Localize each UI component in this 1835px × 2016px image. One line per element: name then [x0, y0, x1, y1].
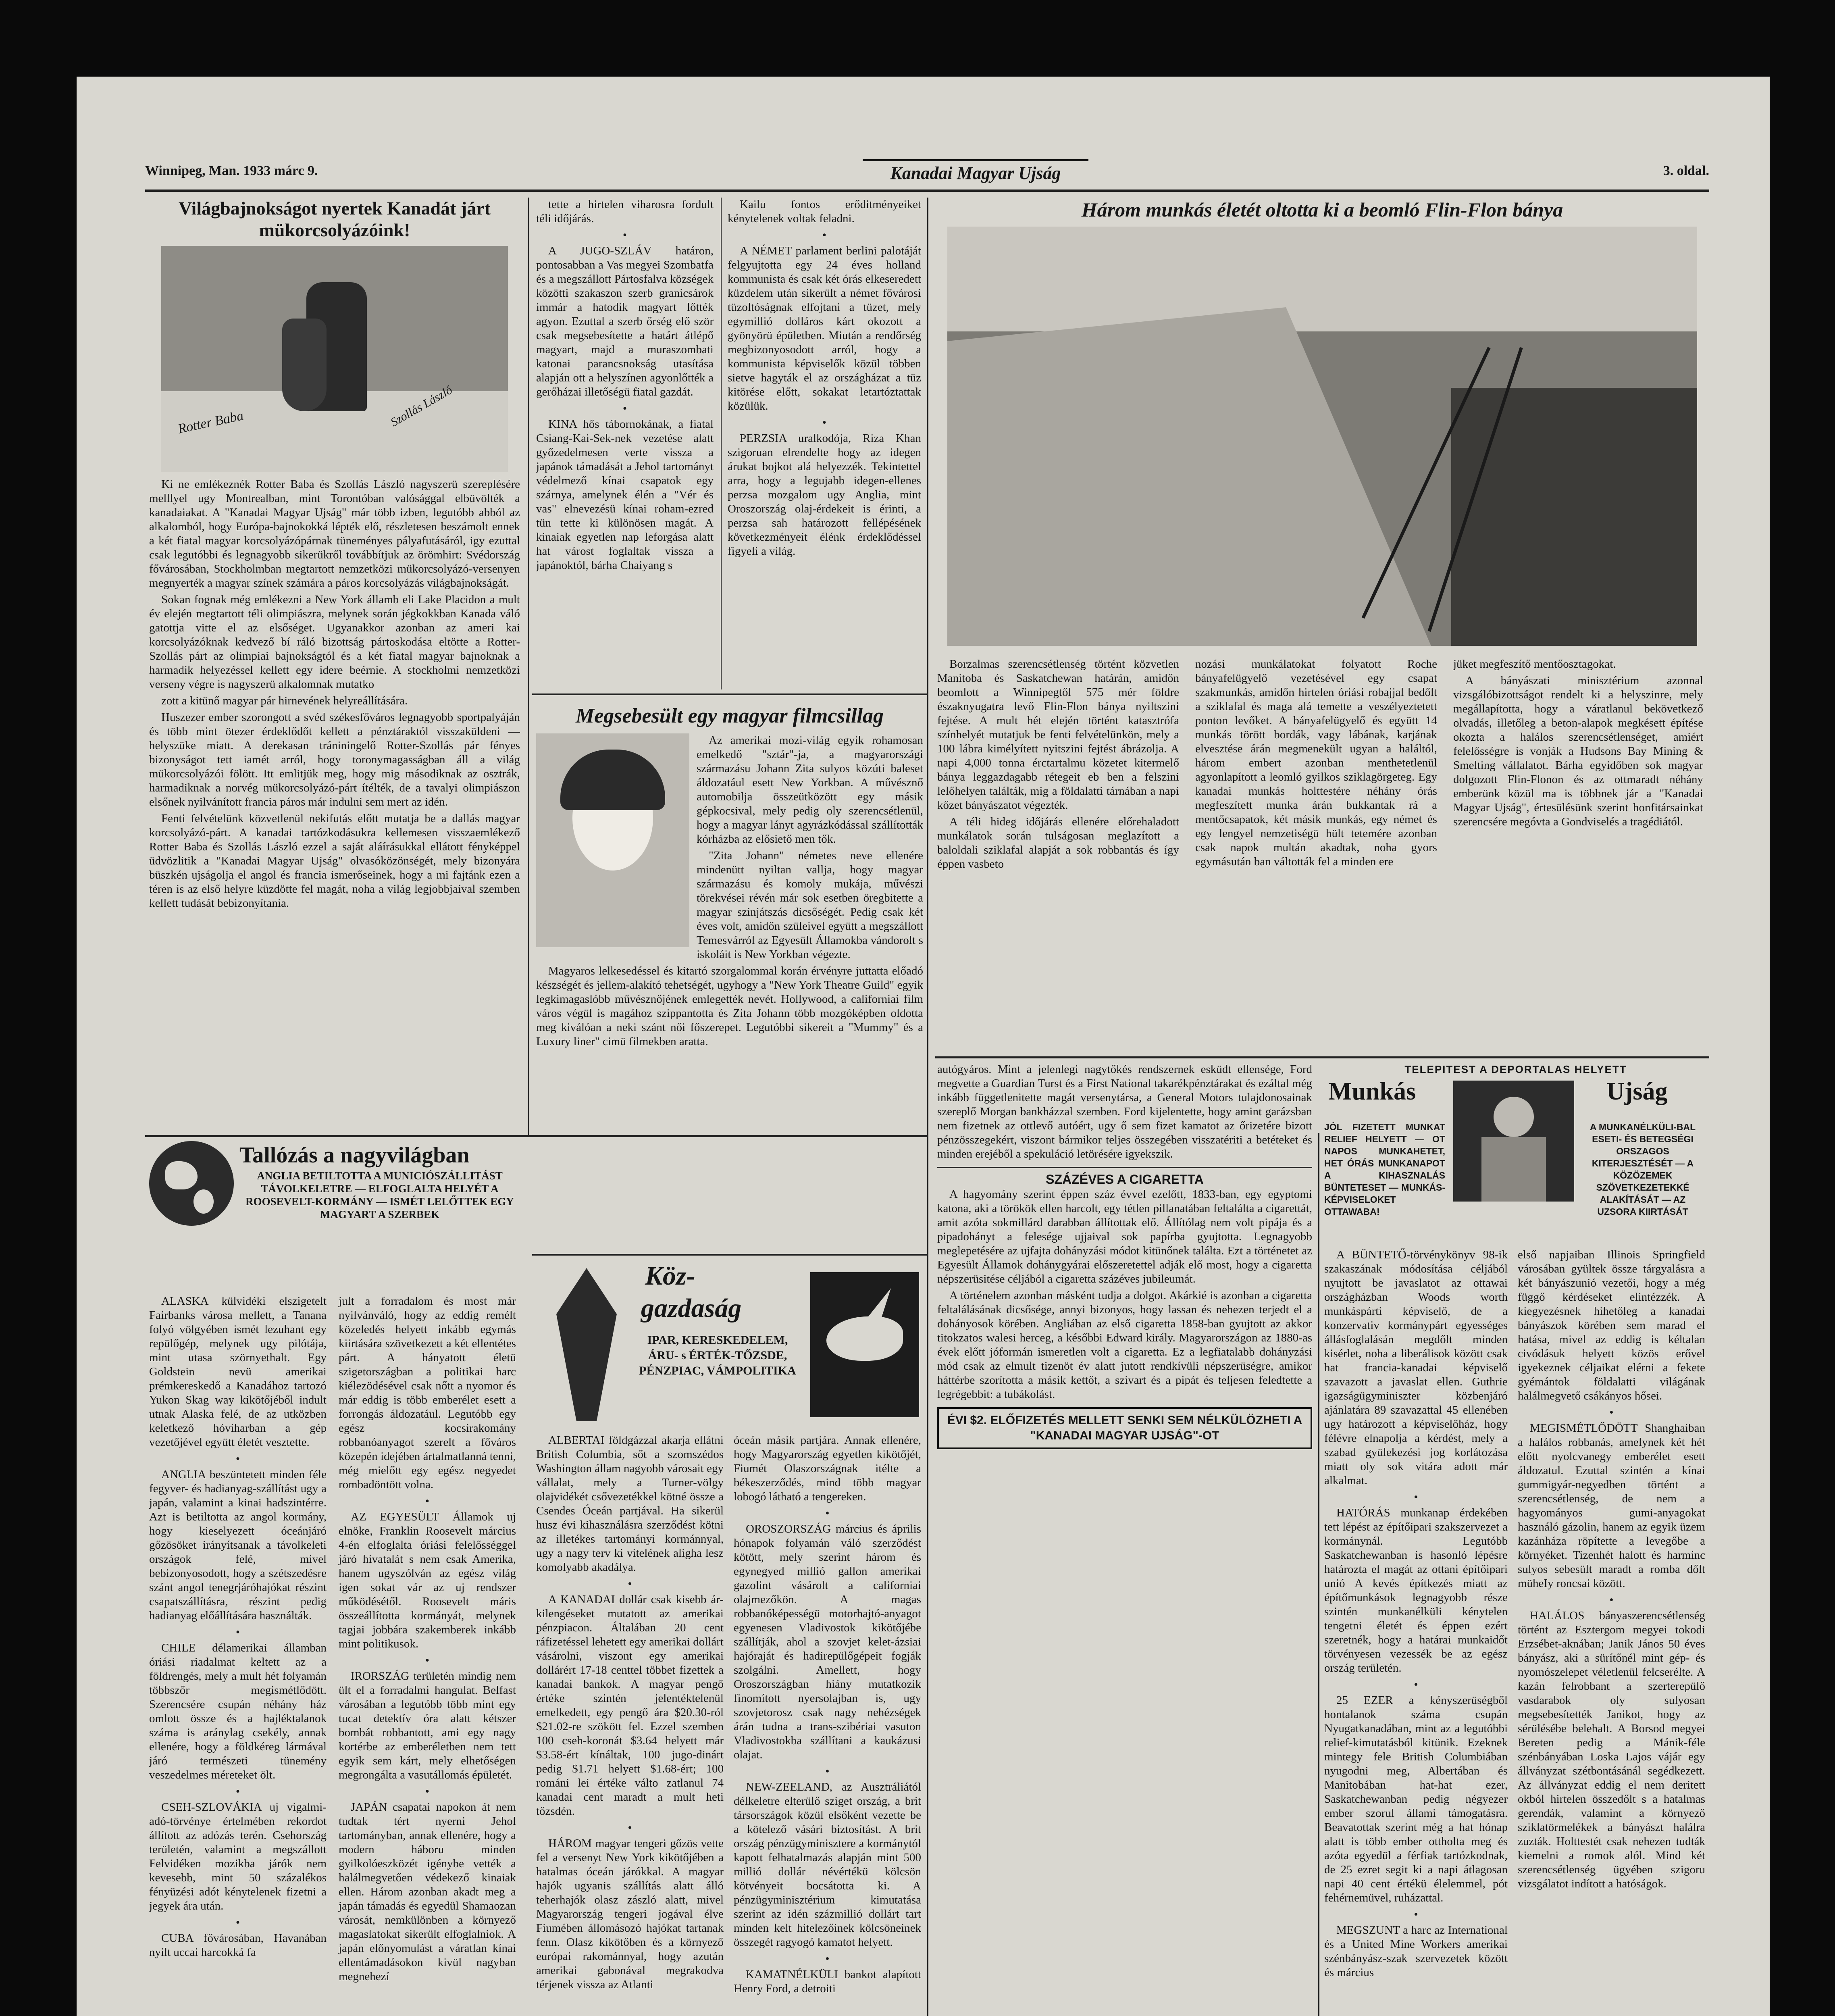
separator-dot: •	[425, 1654, 430, 1667]
flinflon-col-c	[1453, 657, 1703, 1052]
separator-dot: •	[628, 1821, 632, 1834]
munkas-col-2	[1518, 1248, 1705, 2016]
kozgazdasag-col-2	[734, 1433, 921, 2016]
munkas-25ezer: 25 EZER a kényszerüségből hontalanok száma csupán Nyugatkanadában, mint az a legutóbbi relief-kimutatásból kitünik. Ezeknek mintegy fele British Columbiában nyugodni meg, Albertában és Manitobában hat-hat ezer, Saskatchewanban pedig négyezer ember szorul állami támogatásra. Beavatottak szerint még a hat hónap alatt is több ember ottholta meg és azóta egyedül a férfiak tartózkodnak, de 25 ezret segit ki a napi átlagosan napi 40 cent értékü élelemmel, pót fehérnemüvel, ruházattal.	[1324, 1694, 1508, 1904]
section-rule	[935, 1056, 1709, 1058]
separator-dot: •	[1414, 1491, 1418, 1504]
munkas-left-blurb: JÓL FIZETETT MUNKAT RELIEF HELYETT — OT NAPOS MUNKAHETET, HET ÓRÁS MUNKANAPOT A KIHASZNALÁS BÜNTETESET — MUNKÁS-KÉPVISELOKET OTTAWABA!	[1324, 1122, 1445, 1217]
separator-dot: •	[235, 1785, 240, 1798]
newspaper-page	[77, 77, 1770, 2016]
article-tallozas	[149, 1141, 520, 2016]
column-rule	[927, 198, 928, 2016]
photo-signature-2: Szollás László	[388, 383, 455, 429]
tallozas-col-2	[339, 1294, 516, 2016]
kozgazdasag-ford: KAMATNÉLKÜLI bankot alapított Henry Ford, a detroiti	[734, 1968, 921, 1995]
dove-icon	[810, 1272, 919, 1417]
separator-dot: •	[1414, 1908, 1418, 1921]
tallozas-japan: JAPÁN csapatai napokon át nem tudtak tért nyerni Jehol tartományban, annak ellenére, hogy a modern háboru minden gyilkolóeszközét igénybe vették a halálmegvetően védekező kinaiak ellen. Három azonban akadt meg a japán támadás és egyedül Shamaozan városát, nemkülönben a környező magaslatokat sikerült elfoglalniok. A japán előnyomulást a váratlan kínai ellentámadásokon kivül nagyban megnehezí	[339, 1801, 516, 1983]
film-p2: "Zita Johann" németes neve ellenére mindenütt nyiltan vallja, hogy magyar származásu és komoly mukája, művészi törekvései révén már sok esetben öregbitette a magyar szinjátszás dicsőségét. Pedig csak két éves volt, amidőn szüleivel együtt a megszállott Temesvárról az Egyesült Államokba vándorolt s iskoláit is New Yorkban végezte.	[697, 849, 923, 961]
munkas-masthead	[1324, 1077, 1707, 1246]
section-rule	[532, 694, 927, 695]
munkas-springfield: első napjaiban Illinois Springfield városában gyültek össze tárgyalásra a két bányászunió vezetői, hogy a még függő kérdéseket elintézzék. A kiegyezésnek hihetőleg a kanadai bányászok körében sem marad el hatása, mivel az eddig is kéltalan civódásuk helyett közös erővel igyekeznek céljaikat elérni a fekete gyémántok földalatti világának halálmegvető csákányos hősei.	[1518, 1248, 1705, 1402]
film-p3: Magyaros lelkesedéssel és kitartó szorgalommal korán érvényre juttatta előadó készségét és jellem-alakító tehetségét, ugyhogy a "New York Theatre Guild" egyik legkimagaslóbb művésznőjének emlegették nevét. Hollywood, a californiai film város végül is magához szippantotta és Zita Johann több mozgóképben oldotta meg kiválóan a neki szánt női főszerepet. Legutóbbi sikereit a "Mummy" és a Luxury liner" cimü filmekben aratta.	[536, 964, 923, 1048]
news-p4: Kailu fontos erőditményeiket kénytelenek voltak feladni.	[728, 198, 921, 225]
kozgazdasag-orosz: OROSZORSZÁG március és április hónapok folyamán váló szerződést kötött, mely szerint három és egynegyed millió gallon amerikai gazolint vásárolt a californiai olajmezőkön. A magas robbanóképességü motorhajtó-anyagot egyenesen Vladivostok kikötőjébe szállítják, ahol a szovjet kelet-ázsiai hajóraját és hadirepülőgépeit fogják szolgálni. Amellett, hogy Oroszországban hiány mutatkozik finomított nyersolajban is, ugy szovjetorosz csak nagy nehézségek árán tudna a trans-szibériai vasuton Vladivostokba szállítani a kaukázusi olajat.	[734, 1522, 921, 1761]
tallozas-irorszag: IRORSZÁG területén mindig nem ült el a forradalmi hangulat. Belfast városában a legutóbb több mint egy tucat detektív óra alatt kétszer bombát robbantott, ami egy nagy kortérbe az emberéletben nem tett egyik sem kárt, mely elhetőségen megrongálta a vasutállomás épületét.	[339, 1670, 516, 1781]
article-flinflon	[937, 198, 1707, 1052]
cigaretta-p1: A hagyomány szerint éppen száz évvel ezelőtt, 1833-ban, egy egyptomi katona, aki a törökök ellen harcolt, egy tétlen pillanatában feltalálta a cigarettát, amit azóta sokmillárd darabban állítottak elő. Állítólag nem volt pipája és a pipadohányt a felesége ujjaival sok papírba gyujtotta. Legnagyobb meglepetésére az ujfajta dohányzási módot kitünőnek találta. Ezt a történetet az Egyesült Államok dohánygyárai előszeretettel adják elő most, hogy a cigaretta népszerüsitése céljából a cigaretta százéves jubileumát.	[937, 1188, 1312, 1285]
flinflon-p2: A téli hideg időjárás ellenére előrehaladott munkálatok során tulságosan meglazított a baloldali sziklafal alapját a sok robbantás és így éppen vasbeto	[937, 815, 1179, 871]
flinflon-p3: nozási munkálatokat folyatott Roche bányafelügyelő vezetésével egy csapat szakmunkás, amidőn hirtelen óriási robajjal bedőlt a sziklafal és maga alá temette a veszélyeztetett ponton levőket. A bányafelügyelő és együtt 14 munkás törött bordák, vagy lábának, karjának elvesztése árán megmenekült ugyan a haláltól, három embert azonban menthetetlenül agyonlapított a leomló gyilkos sziklagörgeteg. Egy kanadai munkás holttestére néhány órás megfeszített munka árán bukkantak rá a mentőcsapatok, két másik munkás, egy német és egy lengyel nemzetiségü hült tetemére azonban csak napok multán akadtak, noha gyors egymásután ban váltották fel a minden ere	[1195, 658, 1437, 868]
kozgazdasag-alberta: ALBERTAI földgázzal akarja ellátni British Columbia, sőt a szomszédos Washington állam nagyobb városait egy vállalat, mely a Turner-völgy olajvidékét csővezetékkel kötné össze a Csendes Óceán partjával. Ha sikerül husz évi kihasználásra szerződést kötni az illetékes tartományi kormánnyal, ugy a nagy terv ki vitelének aligha lesz komolyabb akadálya.	[536, 1434, 724, 1574]
separator-dot: •	[825, 1952, 830, 1965]
news-p2: A JUGO-SZLÁV határon, pontosabban a Vas megyei Szombatfa és a megszállott Pártosfalva községek közötti szakaszon szerb granicsárok immár a hatodik magyart lőtték agyon. Ezuttal a szerb őrség elő ször csak megsebesítette a határt átlépő magyart, majd a muraszombati katonai parancsnokság utasítása alapján ott a helyszínen agyonlőtték a gerőházai illetőségü fiatal gazdát.	[536, 244, 714, 398]
munkas-shanghai: MEGISMÉTLŐDÖTT Shanghaiban a halálos robbanás, amelynek két hét előtt nyolcvanegy emberélet esett áldozatul. Ezuttal szintén a kínai gummigyár-negyedben történt a szerencsétlenség, de nem a hagyományos gumi-anyagokat használó gázolin, hanem az egyik üzem kazánháza röpítette a levegőbe a környéket. Tizenhét halott és harminc sulyos sebesült maradt a romba dőlt müheIy roncsai között.	[1518, 1422, 1705, 1590]
flinflon-photo	[947, 227, 1697, 646]
section-rule	[532, 1254, 927, 1256]
tallozas-col-1	[149, 1294, 327, 2016]
separator-dot: •	[825, 1765, 830, 1778]
tallozas-alaska: ALASKA külvidéki elszigetelt Fairbanks városa mellett, a Tanana folyó völgyében ismét lezuhant egy repülőgép, melynek ugy pilótája, mint utasa szörnyethalt. Egy Goldstein nevü amerikai prémkereskedő a Kanadához tartozó Yukon Skag way kikötőjéből indult utnak Alaska felé, de az utközben keletkező hóviharban a gép vezetőjével együtt életét vesztette.	[149, 1295, 327, 1449]
kozgazdasag-dollar: A KANADAI dollár csak kisebb ár-kilengéseket mutatott az amerikai pénzpiacon. Általában 20 cent ráfizetéssel lehetett egy amerikai dollárt vásárolni, viszont egy amerikai dollárért 17-18 centtel többet fizettek a kanadai bankok. A magyar pengő értéke szintén jelentéktelenül emelkedett, egy pengő ára $20.30-ról $21.02-re szökött fel. Ezzel szemben 100 cseh-koronát $3.64 helyett már $3.58-ért kínáltak, 100 jugo-dinárt pedig $1.71 helyett $1.68-ért; 100 románi lei értéke válto zatlanul 74 kanadai cent maradt a mult heti tőzsdén.	[536, 1593, 724, 1818]
kozgazdasag-harom: HÁROM magyar tengeri gőzös vette fel a versenyt New York kikötőjében a hatalmas óceán járókkal. A magyar hajók ugyanis szállítás alatt álló teherhajók olasz zászló alatt, mivel Magyarország tengeri jogával élve Fiumében állomásozó hajókat tartanak fenn. Olasz kikötőben és a környező európai rakománnyal, hogy azután amerikai gabonával megrakodva térjenek vissza az Atlanti	[536, 1837, 724, 1991]
wheat-icon	[536, 1268, 637, 1421]
munkas-btk: A BÜNTETŐ-törvénykönyv 98-ik szakaszának módosítása céljából nyujtott be javaslatot az ottawai országházban Woods worth munkáspárti képviselő, de a konzervativ kormánypárt egyességes állásfoglalásán megdőlt minden kisérlet, noha a liberálisok között csak hat francia-kanadai képviselő szavazott a javaslat ellen. Guthrie igazságügyminiszter közbenjáró ajánlatára 89 szavazattal 45 ellenében ugy határozott a képviselőház, hogy félévre elnapolja a kérdést, mely a szabad gyülekezési jog korlátozása miatt oly sok vitára adott már alkalmat.	[1324, 1248, 1508, 1487]
ford-bank-p1: autógyáros. Mint a jelenlegi nagytőkés rendszernek esküdt ellensége, Ford megvette a Guardian Turst és a First National takarékpénztárakat és ezáltal még inkább függetlenitette magát versenytársa, a General Motors tulajdonosainak szereplő Morgan bankházzal szemben. Ford kijelentette, hogy amint garázsban nem fizetnek az ottlevő autóért, ugy ő sem fizet kamatot az őrizetére bizott pénzösszegekért, viszont bármikor teljes összegében visszatériti a betéteket és minden erejéből a spekuláció letörésére igyekszik.	[937, 1063, 1312, 1160]
kozgazdasag-ocean: óceán másik partjára. Annak ellenére, hogy Magyarország egyetlen kikötőjét, Fiumét Olaszországnak itélte a békeszerződés, mind több magyar lobogó látható a tengereken.	[734, 1434, 921, 1503]
article-munkas-ujsag	[1324, 1062, 1707, 2016]
tallozas-cuba: CUBA fővárosában, Havanában nyilt uccai harcokká fa	[149, 1932, 327, 1959]
separator-dot: •	[1414, 1678, 1418, 1691]
film-p1: Az amerikai mozi-világ egyik rohamosan emelkedő "sztár"-ja, a magyarországi származásu Johann Zita sulyos közúti baleset áldozatául esett New Yorkban. A művésznő automobilja összeütközött egy másik gépkocsival, mely pedig oly szerencsétlenül, hogy a magyar lányt agyrázkódással szállították kórházba az elősiető men tők.	[697, 734, 923, 846]
header-rule	[145, 190, 1709, 192]
film-headline: Megsebesült egy magyar filmcsillag	[575, 704, 884, 727]
kozgazdasag-title-1: Köz-	[645, 1261, 695, 1291]
tallozas-cuba-cont: jult a forradalom és most már nyilvánváló, hogy az eddig remélt közeledés helyett inkább egymás kiirtására szövetkezett a két ellentétes párt. A hányatott életü szigetországban a politikai harc kiélezödésével csak nőtt a nyomor és már eddig is több emberélet esett a forrongás áldozatául. Legutóbb egy egész kocsirakomány robbanóanyagot szerelt a főváros közepén idejében ártalmatlanná tenni, még mielőtt egy egész negyedet rombadöntött volna.	[339, 1295, 516, 1491]
skating-p3: zott a kitünő magyar pár hirnevének helyreállítására.	[161, 694, 408, 707]
separator-dot: •	[425, 1495, 430, 1508]
munkas-col-1	[1324, 1248, 1508, 2016]
skating-p1: Ki ne emlékeznék Rotter Baba és Szollás László nagyszerü szereplésére melllyel ugy Montrealban, mint Torontóban valósággal elbüvölték a kanadaiakat. A "Kanadai Magyar Ujság" már több izben, legutóbb abból az alkalomból, hogy Európa-bajnokokká lépték elő, részletesen beszámolt ennek a két fiatal magyar korcsolyázópárnak tüneményes pályafutásáról, igy ezuttal csak legutóbbi és legnagyobb sikerükről továbbítjuk az örömhirt: Svédország fővárosában, Stockholmban megtartott nemzetközi mükorcsolyázó-versenyen megnyerték a magyar színek számára a páros korcsolyázás világbajnokságát.	[149, 478, 520, 589]
separator-dot: •	[425, 1785, 430, 1798]
flinflon-p4: jüket megfeszítő mentőosztagokat.	[1453, 658, 1616, 671]
separator-dot: •	[822, 416, 827, 429]
munkas-title-2: Ujság	[1606, 1078, 1668, 1105]
separator-dot: •	[622, 402, 627, 415]
news-column-lower-3	[937, 1062, 1312, 2016]
tallozas-chile: CHILE délamerikai államban óriási riadalmat keltett az a földrengés, mely a mult hét folyamán többszőr megismétlődött. Szerencsére csupán néhány ház omlott össze és a hajléktalanok száma is aránylag csekély, annak ellenére, hogy a földkéreg lármával járó természeti tünemény veszedelmes méreteket ölt.	[149, 1641, 327, 1781]
separator-dot: •	[628, 1577, 632, 1590]
flinflon-col-a	[937, 657, 1179, 1052]
column-rule	[721, 198, 722, 689]
separator-dot: •	[822, 229, 827, 242]
kozgazdasag-sub-1: IPAR, KERESKEDELEM,	[647, 1333, 788, 1347]
separator-dot: •	[235, 1916, 240, 1929]
separator-dot: •	[1609, 1593, 1614, 1606]
kozgazdasag-nz: NEW-ZEELAND, az Ausztráliától délkeletre elterülő sziget ország, a brit társországok közül elsőként vezette be a kötelező vásári biztosítást. A brit ország pénzügyminisztere a kormánytól kapott felhatalmazás alapján mint 500 millió dollár névértékü kölcsön kötvényeit bocsátotta ki. A pénzügyminisztérium kimutatása szerint az idén százmillió dollárt tart minden kelt hitelezőinek kölcsöneinek összegét ragyogó kamatot helyett.	[734, 1781, 921, 1949]
munkas-title-1: Munkás	[1328, 1078, 1416, 1105]
cigaretta-headline: SZÁZÉVES A CIGARETTA	[1046, 1172, 1204, 1187]
globe-icon	[149, 1141, 234, 1226]
skating-p4: Huszezer ember szorongott a svéd székesfőváros legnagyobb sportpalyáján és több mint ötezer érdeklődőt kellett a pénztáraktól visszaküldeni — helyszüke miatt. A derekasan trániningelő Rotter-Szollás pár fényes bizonyságot tett iamét arról, hogy toronymagasságban áll a világ mükorcsolyázói fölött. Itt emlitjük meg, hogy mig másodiknak az osztrák, harmadiknak a norvég mükorcsolyázó-párt ítélték, de a tavalyi olimpiászon elsőnek nyilvánított francia páros már indulni sem mert az idén.	[149, 711, 520, 808]
masthead: Kanadai Magyar Ujság	[863, 159, 1088, 192]
tallozas-subhead: ANGLIA BETILTOTTA A MUNICIÓSZÁLLITÁST TÁVOLKELETRE — ELFOGLALTA HELYÉT A ROOSEVELT-KORMÁNY — ISMÉT LELŐTTEK EGY MAGYART A SZERBEK	[245, 1170, 514, 1220]
munkas-hatoras: HATÓRÁS munkanap érdekében tett lépést az építőipari szakszervezet a kormánynál. Legutóbb Saskatchewanban is hasonló lépésre határozta el magát az ottani építőipari unió A kevés építkezés miatt az építőmunkások legnagyobb része szintén munkanélküli kénytelen tengetni életét és éppen ezért szeretnék, hogy a határai munkaidőt törvényesen vezessék be az egész ország területén.	[1324, 1506, 1508, 1674]
kozgazdasag-col-1	[536, 1433, 724, 2016]
page-number: 3. oldal.	[1663, 163, 1709, 178]
flinflon-col-b	[1195, 657, 1437, 1052]
tallozas-headline: Tallózás a nagyvilágban	[239, 1143, 470, 1168]
column-rule	[1318, 1133, 1319, 2016]
munkas-banner: TELEPITEST A DEPORTALAS HELYETT	[1404, 1063, 1627, 1075]
munkas-halalos: HALÁLOS bányaszerencsétlenség történt az Esztergom megyei tokodi Erzsébet-aknában; Janik János 50 éves bányász, aki a sürítőnél mint gép- és nyomószelepet véletlenül felcserélte. A kazán felrobbant a szerterepülő vasdarabok oly sulyosan megsebesítették Janikot, hogy az sérülésébe belehalt. A Borsod megyei Bereten pedig a Mánik-féle szénbányában Loska Lajos vájár egy állványzat szétbontásánál segédkezett. Az állványzat eddig el nem deritett okból hirtelen összedőlt s a hatalmas gerendák, valamint a környező sziklatörmelékek a bányászt halálra zuzták. Holttestét csak nehezen tudták kiemelni a romok alól. Mind két szerencsétlenség ügyében szigoru vizsgálatot indított a hatóságok.	[1518, 1609, 1705, 1890]
kozgazdasag-banner	[536, 1260, 923, 1429]
kozgazdasag-sub-2: ÁRU- s ÉRTÉK-TŐZSDE,	[648, 1349, 787, 1362]
kozgazdasag-sub-3: PÉNZPIAC, VÁMPOLITIKA	[639, 1364, 796, 1377]
news-p6: PERZSIA uralkodója, Riza Khan szigoruan elrendelte hogy az idegen árukat bojkot alá helyezzék. Tekintettel arra, hogy a legujabb idegen-ellenes perzsa mozgalom ugy Anglia, mint Oroszország olaj-érdekeit is érinti, a perzsa sah határozott fellépésének következményeit élénk érdeklődéssel figyeli a világ.	[728, 432, 921, 558]
kozgazdasag-subtitle	[637, 1333, 798, 1379]
munkas-right-blurb: A MUNKANÉLKÜLI-BAL ESETI- ÉS BETEGSÉGI ORSZAGOS KITERJESZTÉSÉT — A KÖZÖZEMEK SZÖVETKEZETEKKÉ ALAKÍTÁSÁT — AZ UZSORA KIIRTÁSÁT	[1590, 1122, 1696, 1217]
news-column-2	[536, 198, 714, 689]
flinflon-p5: A bányászati minisztérium azonnal vizsgálóbizottságot rendelt ki a helyszinre, mely megállapította, hogy a váratlanul bekövetkező olvadás, illetőleg a beton-alapok megkésett építése okozta a halálos szerencsétlenséget, amiért felelősségre is vonják a Hudsons Bay Mining & Smelting vállalatot. Bárha egyidőben sok magyar dolgozott Flin-Flonon és az ottmaradt néhány emberünk közül ma is többnek jár a "Kanadai Magyar Ujság", értesülésünk szerint honfitársainkat szerencsére megóvta a Gondviselés a tragédiától.	[1453, 674, 1703, 828]
news-p1: tette a hirtelen viharosra fordult téli időjárás.	[536, 198, 714, 225]
kozgazdasag-title-2: gazdaság	[641, 1293, 742, 1323]
news-p5: A NÉMET parlament berlini palotáját felgyujtotta egy 24 éves holland kommunista és csak két órás elkeseredett küzdelem után sikerült a német fővárosi tüzoltóságnak elfojtani a tüzet, mely egymillió dolláros kárt okozott a gyönyörü épületben. Miután a rendőrség megbizonyosodott arról, hogy a kommunista képviselők közül többen sietve hagyták el az országházat a tüz kitörése előtt, sokakat letartóztattak közülük.	[728, 244, 921, 412]
separator-dot: •	[235, 1452, 240, 1465]
news-p3: KINA hős tábornokának, a fiatal Csiang-Kai-Sek-nek vezetése alatt győzedelmesen verte vissza a japánok támadását a Jehol tartományt védelmező kínai csapatok egy szárnya, amelynek élén a "Vér és vas" elnevezésü kínai roham-ezred tün tette ki különösen magát. A kinaiak egyetlen nap leforgása alatt hat várost foglaltak vissza a japánoktól, bárha Chaiyang s	[536, 418, 714, 572]
munkas-megszunt: MEGSZUNT a harc az International és a United Mine Workers amerikai szénbányász-szak szervezetek között és március	[1324, 1924, 1508, 1979]
photo-signature-1: Rotter Baba	[176, 408, 245, 437]
page-header	[145, 159, 1709, 187]
flinflon-headline: Három munkás életét oltotta ki a beomló Flin-Flon bánya	[1081, 198, 1563, 221]
column-rule	[528, 198, 529, 1137]
worker-icon	[1453, 1081, 1574, 1202]
skating-photo	[161, 246, 508, 472]
skating-p2: Sokan fognak még emlékezni a New York államb eli Lake Placidon a mult év elején megtartott téli olimpiászra, melynek során jégkokkban Kanada váló gatottja vitte el az elsőséget. Ugyanakkor azonban az ameri kai korcsolyázóknak kedvező bí ráló bizottság pártoskodása eltötte a Rotter-Szollás párt az olimpiai bajnokságtól és a két fiatal magyar bajnoknak a harmadik helyezéssel kellett egy idere beérnie. A stockholmi nemzetközi verseny végre is nagyszerü alkalomnak mutatko	[149, 593, 520, 691]
dateline: Winnipeg, Man. 1933 márc 9.	[145, 163, 318, 178]
article-kozgazdasag	[536, 1260, 923, 2016]
separator-dot: •	[235, 1626, 240, 1639]
article-skating	[149, 198, 520, 1129]
film-star-photo	[536, 733, 689, 947]
article-film	[536, 700, 923, 1252]
skating-p5: Fenti felvételünk közvetlenül nekifutás előtt mutatja be a dallás magyar korcsolyázó-párt. A kanadai tartózkodásukra kellemesen visszaemlékező Rotter Baba és Szollás László ezzel a saját aláírásukkal ellátott fényképpel üdvözlitik a "Kanadai Magyar Ujság" olvasóközönségét, mely bizonyára büszkén ujságolja el angol és francia ismerőseinek, hogy a mi fajtánk ezen a téren is az első helyre küzdötte fel magát, noha a világ legjobbjaival szemben kellett tudását bebizonyítania.	[149, 812, 520, 910]
flinflon-p1: Borzalmas szerencsétlenség történt közvetlen Manitoba és Saskatchewan határán, amidőn beomlott a Winnipegtől 575 mér földre északnyugatra levő Flin-Flon bánya nyiltszini fejtése. A mult hét elején történt katasztrófa színhelyét mutatjuk be fenti felvételünkön, mely a 100 lábra kimélyített nyitszini fejtést ábrázolja. A napi 4,000 tonna érctartalmu közetet kitermelő bánya leggazdagabb rétegeit eb ben a felszini lelőhelyen találták, mig a földalatti tárnában a napi kőzet bányászatot végezték.	[937, 658, 1179, 812]
separator-dot: •	[1609, 1406, 1614, 1419]
separator-dot: •	[622, 229, 627, 242]
separator-dot: •	[825, 1507, 830, 1520]
news-column-3	[728, 198, 921, 689]
tallozas-usa: AZ EGYESÜLT Államok uj elnöke, Franklin Roosevelt március 4-én elfoglalta óriási felelősséggel járó hivatalát s nem csak Amerika, hanem ugyszólván az egész világ igen sokat vár az uj rendszer működésétől. Roosevelt máris összeállította kormányát, melynek tagjai jobbára szakemberek inkább mint politikusok.	[339, 1510, 516, 1650]
cigaretta-p2: A történelem azonban másként tudja a dolgot. Akárkié is azonban a cigaretta feltalálásának dicsősége, annyi bizonyos, hogy lassan és nehezen terjedt el a dohányosok körében. Angliában az első cigaretta 1858-ban gyujtott az akkor titokzatos walesi herceg, a későbbi Edward király. Magyarországon az 1880-as évek előtt jóformán ismeretlen volt a cigaretta. Ez a legfiatalabb dohányzási mód csak az elmult tizenöt év alatt jutott rendkívüli népszerüségre, amikor háttérbe szorította a másik kettőt, a szivart és a pipát és teljesen feledtette a legrégebbit: a tubákolást.	[937, 1289, 1312, 1401]
tallozas-cseh: CSEH-SZLOVÁKIA uj vigalmi-adó-törvénye értelmében rekordot állított az adózás terén. Csehország területén, valamint a megszállott Felvidéken mozikba járók nem kevesebb, mint 50 százalékos fényüzési adót kénytelenek fizetni a jegyek ára után.	[149, 1801, 327, 1912]
skating-headline: Világbajnokságot nyertek Kanadát járt mükorcsolyázóink!	[179, 198, 491, 240]
subscription-ad: ÉVI $2. ELŐFIZETÉS MELLETT SENKI SEM NÉLKÜLÖZHETI A "KANADAI MAGYAR UJSÁG"-OT	[937, 1407, 1312, 1449]
tallozas-anglia: ANGLIA beszüntetett minden féle fegyver- és hadianyag-szállítást ugy a japán, valamint a kinai hadszintérre. Azt is betiltotta az angol kormány, hogy kieselyezett óceánjáró gőzösöket irányítsanak a távolkeleti országok felé, mivel bebizonyosodott, hogy a szétszedésre szánt angol tenegrjáróhajókat részint csapatszállításra, részint pedig hadianyag előállítására használták.	[149, 1468, 327, 1622]
